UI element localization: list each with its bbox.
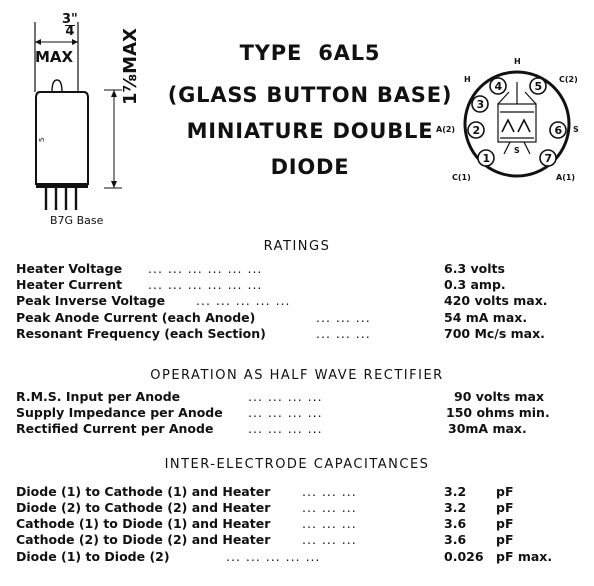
capacitance-value: 3.2 [444,500,467,515]
capacitance-label: Diode (1) to Cathode (1) and Heater [16,484,271,499]
capacitance-label: Cathode (1) to Diode (1) and Heater [16,516,271,531]
leader-dots: ... ... ... [302,484,357,499]
pin-5 [530,78,546,94]
title-line-diode: DIODE [270,155,350,179]
ratings-value: 420 volts max. [444,293,548,308]
title-line-miniature: MINIATURE DOUBLE [186,119,434,143]
title-line-type [160,41,460,65]
pin-label-s: S [573,125,579,134]
capacitance-unit: pF [496,516,514,531]
pin-1 [478,150,494,166]
ratings-label: Heater Current [16,277,123,292]
pin-6 [550,122,566,138]
capacitance-row [16,516,576,532]
title-line-base: (GLASS BUTTON BASE) [167,83,453,107]
svg-text:1: 1 [482,152,491,165]
capacitance-value: 3.2 [444,484,467,499]
title-prefix: TYPE [239,41,303,65]
capacitance-row [16,532,576,548]
ratings-value: 0.3 amp. [444,277,506,292]
capacitance-row [16,549,576,565]
capacitance-value: 3.6 [444,516,467,531]
leader-dots: ... ... ... [316,326,371,341]
capacitance-label: Cathode (2) to Diode (2) and Heater [16,532,271,547]
leader-dots: ... ... ... ... ... [196,293,291,308]
bulb-mark: 5 [38,137,46,142]
tube-type: 6AL5 [318,41,381,65]
pin-2 [468,122,484,138]
svg-text:3: 3 [476,98,485,111]
capacitance-unit: pF [496,500,514,515]
ratings-row [16,293,576,309]
operation-label: R.M.S. Input per Anode [16,389,181,404]
pin-label-a2: A(2) [436,125,456,134]
capacitance-unit: pF [496,532,514,547]
leader-dots: ... ... ... [302,516,357,531]
operation-heading: OPERATION AS HALF WAVE RECTIFIER [150,368,444,383]
pin-label-c1: C(1) [452,173,471,182]
pin-connection-diagram [432,54,582,189]
leader-dots: ... ... ... ... ... [226,549,321,564]
leader-dots: ... ... ... ... ... ... [148,261,263,276]
tube-outline-drawing [18,12,168,237]
pin-7 [540,150,556,166]
operation-row [16,389,576,405]
pin-3 [472,96,488,112]
capacitance-row [16,484,576,500]
operation-label: Supply Impedance per Anode [16,405,223,420]
leader-dots: ... ... ... ... ... ... [148,277,263,292]
pin-label-c2: C(2) [559,75,578,84]
capacitance-label: Diode (1) to Diode (2) [16,549,170,564]
operation-label: Rectified Current per Anode [16,421,214,436]
operation-value: 150 ohms min. [446,405,550,420]
ratings-label: Peak Anode Current (each Anode) [16,310,256,325]
ratings-value: 6.3 volts [444,261,505,276]
ratings-label: Peak Inverse Voltage [16,293,166,308]
base-type-label: B7G Base [50,214,104,227]
operation-row [16,405,576,421]
pin-label-a1: A(1) [556,173,576,182]
ratings-label: Resonant Frequency (each Section) [16,326,266,341]
leader-dots: ... ... ... [302,500,357,515]
width-dimension-max: MAX [35,48,74,66]
leader-dots: ... ... ... ... [248,405,323,420]
capacitance-unit: pF max. [496,549,553,564]
svg-text:4: 4 [494,80,503,93]
operation-row [16,421,576,437]
leader-dots: ... ... ... [302,532,357,547]
leader-dots: ... ... ... [316,310,371,325]
ratings-row [16,277,576,293]
svg-text:7: 7 [544,152,553,165]
ratings-label: Heater Voltage [16,261,123,276]
width-dimension-numerator: 3" [62,12,78,27]
operation-value: 30mA max. [448,421,527,436]
ratings-value: 700 Mc/s max. [444,326,545,341]
leader-dots: ... ... ... ... [248,421,323,436]
ratings-heading: RATINGS [263,239,331,254]
capacitances-heading: INTER-ELECTRODE CAPACITANCES [164,457,430,472]
capacitance-value: 0.026 [444,549,484,564]
capacitance-unit: pF [496,484,514,499]
svg-text:2: 2 [472,124,481,137]
ratings-value: 54 mA max. [444,310,528,325]
capacitance-row [16,500,576,516]
capacitance-value: 3.6 [444,532,467,547]
svg-text:6: 6 [554,124,563,137]
ratings-row [16,310,576,326]
width-dimension-denominator: 4 [65,24,75,39]
ratings-row [16,261,576,277]
height-dimension-label: 1⅞MAX [120,28,141,105]
inner-shield-label: S [514,146,520,155]
width-dimension-fraction [62,14,78,37]
leader-dots: ... ... ... ... [248,389,323,404]
ratings-row [16,326,576,342]
pin-label-h-left: H [464,75,471,84]
pin-4 [490,78,506,94]
operation-value: 90 volts max [454,389,545,404]
capacitance-label: Diode (2) to Cathode (2) and Heater [16,500,271,515]
svg-text:5: 5 [534,80,543,93]
pin-label-h-top: H [514,57,521,66]
